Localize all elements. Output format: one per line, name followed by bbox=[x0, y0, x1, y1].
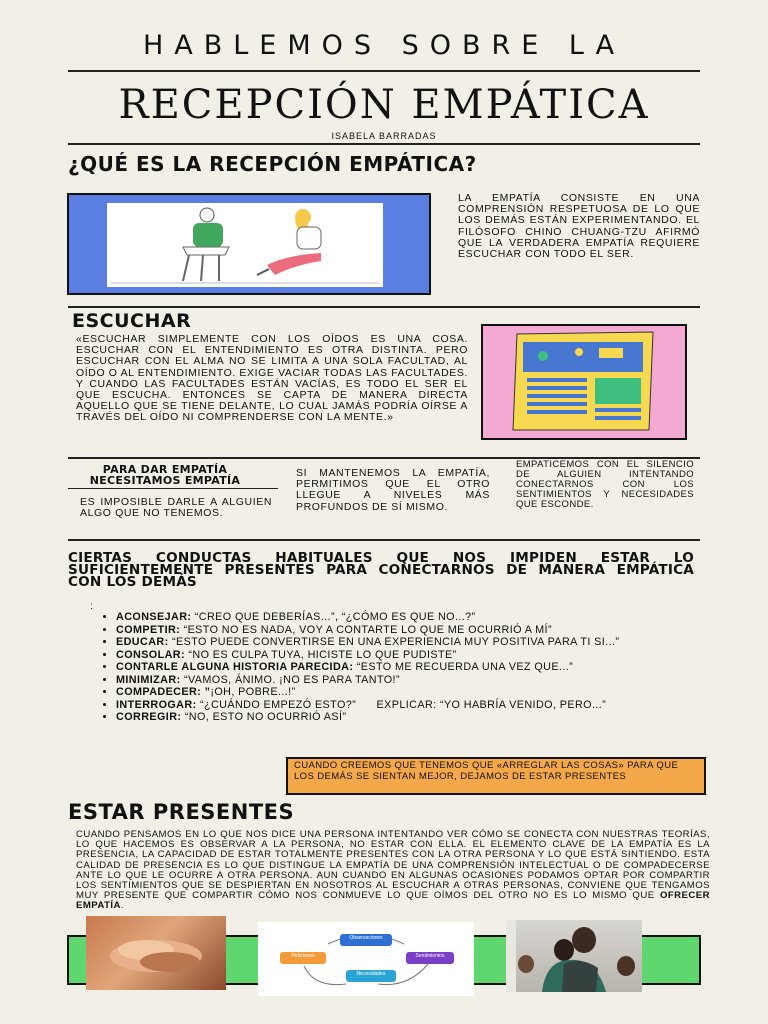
silence-empathy-text: EMPATICEMOS CON EL SILENCIO DE ALGUIEN INTENTANDO CONECTARNOS CON LOS SENTIMIENTOS Y NECESIDADES QUE ESCONDE. bbox=[516, 459, 694, 510]
maintain-empathy-text: SI MANTENEMOS LA EMPATÍA, PERMITIMOS QUE EL OTRO LLEGUE A NIVELES MÁS PROFUNDOS DE SÍ MISMO. bbox=[296, 467, 490, 513]
hug-photo bbox=[506, 920, 642, 992]
illustration-frame bbox=[67, 193, 431, 295]
section-question-title: ¿QUÉ ES LA RECEPCIÓN EMPÁTICA? bbox=[68, 152, 477, 176]
give-empathy-text: ES IMPOSIBLE DARLE A ALGUIEN ALGO QUE NO TENEMOS. bbox=[80, 496, 272, 520]
header-divider-bottom bbox=[68, 143, 700, 145]
list-item: • CONSOLAR: “NO ES CULPA TUYA, HICISTE LO QUE PUDISTE” bbox=[116, 650, 686, 662]
list-item: • INTERROGAR: “¿CUÁNDO EMPEZÓ ESTO?” EXPLICAR: “YO HABRÍA VENIDO, PERO...” bbox=[116, 700, 686, 712]
conducts-title: CIERTAS CONDUCTAS HABITUALES QUE NOS IMPIDEN ESTAR LO SUFICIENTEMENTE PRESENTES PARA CONECTARNOS DE MANERA EMPÁTICA CON LOS DEMÁS bbox=[68, 550, 694, 590]
section-listen-title: ESCUCHAR bbox=[72, 310, 192, 332]
list-item: • ACONSEJAR: “CREO QUE DEBERÍAS...”, “¿CÓMO ES QUE NO...?” bbox=[116, 612, 686, 624]
cycle-arrows-icon bbox=[258, 922, 474, 996]
give-empathy-title-line2: NECESITAMOS EMPATÍA bbox=[89, 474, 241, 487]
newspaper-icon bbox=[483, 326, 685, 438]
diagram-node-needs: Necesidades bbox=[356, 971, 386, 977]
communication-diagram bbox=[258, 922, 474, 996]
conducts-list bbox=[90, 612, 686, 724]
diagram-node-requests: Peticiones bbox=[291, 953, 315, 959]
diagram-node-feelings: Sentimientos bbox=[415, 953, 445, 959]
page-title: RECEPCIÓN EMPÁTICA bbox=[118, 82, 650, 128]
divider-give bbox=[68, 539, 700, 541]
give-empathy-title-line1: PARA DAR EMPATÍA bbox=[102, 463, 228, 476]
holding-hands-icon bbox=[86, 916, 226, 990]
list-item: • COMPADECER: ”¡OH, POBRE...!” bbox=[116, 687, 686, 699]
list-item: • CONTARLE ALGUNA HISTORIA PARECIDA: “ESTO ME RECUERDA UNA VEZ QUE...” bbox=[116, 662, 686, 674]
give-empathy-title bbox=[58, 464, 272, 486]
diagram-node-observations: Observaciones bbox=[349, 935, 383, 941]
header-divider-top bbox=[68, 70, 700, 72]
list-item: • MINIMIZAR: “VAMOS, ÁNIMO. ¡NO ES PARA TANTO!” bbox=[116, 675, 686, 687]
present-text: CUANDO PENSAMOS EN LO QUE NOS DICE UNA PERSONA INTENTANDO VER CÓMO SE CONECTA CON NUESTRAS TEORÍAS, LO QUE HACEMOS ES OBSERVAR A LA PERSONA, NO ESTAR CON ELLA. EL ELEMENTO CLAVE DE LA EMPATÍA ES LA PRESENCIA, LA CAPACIDAD DE ESTAR TOTALMENTE PRESENTES CON LA OTRA PERSONA Y LO QUE ESTÁ SINTIENDO. ESTA CALIDAD DE PRESENCIA ES LO QUE DISTINGUE LA EMPATÍA DE UNA COMPRENSIÓN INTELECTUAL O DE COMPADECERSE ANTE LO QUE LE OCURRE A OTRA PERSONA. AUN CUANDO EN ALGUNAS OCASIONES PODAMOS OPTAR POR COMPARTIR LOS SENTIMIENTOS QUE SE DESPIERTAN EN NOSOTROS AL ESCUCHAR A OTRAS PERSONAS, CONVIENE QUE TENGAMOS MUY PRESENTE QUE COMPARTIR CÓMO NOS CONMUEVE LO QUE OÍMOS DEL OTRO NO ES LO MISMO QUE OFRECER EMPATÍA. bbox=[76, 829, 710, 912]
listen-quote: «ESCUCHAR SIMPLEMENTE CON LOS OÍDOS ES UNA COSA. ESCUCHAR CON EL ENTENDIMIENTO ES OTRA DISTINTA. PERO ESCUCHAR CON EL ALMA NO SE LIMITA A UNA SOLA FACULTAD, AL OÍDO O AL ENTENDIMIENTO. EXIGE VACIAR TODAS LAS FACULTADES. Y CUANDO LAS FACULTADES ESTÁN VACÍAS, ES TODO EL SER EL QUE ESCUCHA. ENTONCES SE CAPTA DE MANERA DIRECTA AQUELLO QUE SE TIENE DELANTE, LO CUAL JAMÁS PODRÍA OÍRSE A TRAVÉS DEL OÍDO NI COMPRENDERSE CON LA MENTE.» bbox=[76, 333, 468, 424]
conducts-colon: : bbox=[90, 601, 93, 612]
divider-what bbox=[68, 306, 700, 308]
newspaper-frame bbox=[481, 324, 687, 440]
section-present-title: ESTAR PRESENTES bbox=[68, 800, 295, 824]
list-item: • EDUCAR: “ESTO PUEDE CONVERTIRSE EN UNA EXPERIENCIA MUY POSITIVA PARA TI SI...” bbox=[116, 637, 686, 649]
offer-empathy-bold: OFRECER EMPATÍA bbox=[76, 890, 710, 912]
hands-photo bbox=[86, 916, 226, 990]
author-name: ISABELA BARRADAS bbox=[331, 131, 437, 141]
list-item: • CORREGIR: “NO, ESTO NO OCURRIÓ ASÍ” bbox=[116, 712, 686, 724]
illustration-people bbox=[107, 203, 383, 287]
callout-box: CUANDO CREEMOS QUE TENEMOS QUE «ARREGLAR LAS COSAS» PARA QUE LOS DEMÁS SE SIENTAN MEJOR, DEJAMOS DE ESTAR PRESENTES bbox=[286, 757, 706, 795]
list-item: • COMPETIR: “ESTO NO ES NADA, VOY A CONTARTE LO QUE ME OCURRIÓ A MÍ” bbox=[116, 625, 686, 637]
people-drawing-icon bbox=[107, 203, 383, 287]
conducts-list-container bbox=[90, 612, 686, 725]
hugging-people-icon bbox=[506, 920, 642, 992]
give-empathy-underline bbox=[68, 488, 278, 489]
empathy-definition: LA EMPATÍA CONSISTE EN UNA COMPRENSIÓN RESPETUOSA DE LO QUE LOS DEMÁS ESTÁN EXPERIMENTANDO. EL FILÓSOFO CHINO CHUANG-TZU AFIRMÓ QUE LA VERDADERA EMPATÍA REQUIERE ESCUCHAR CON TODO EL SER. bbox=[458, 192, 700, 261]
page-kicker: HABLEMOS SOBRE LA bbox=[142, 30, 626, 61]
